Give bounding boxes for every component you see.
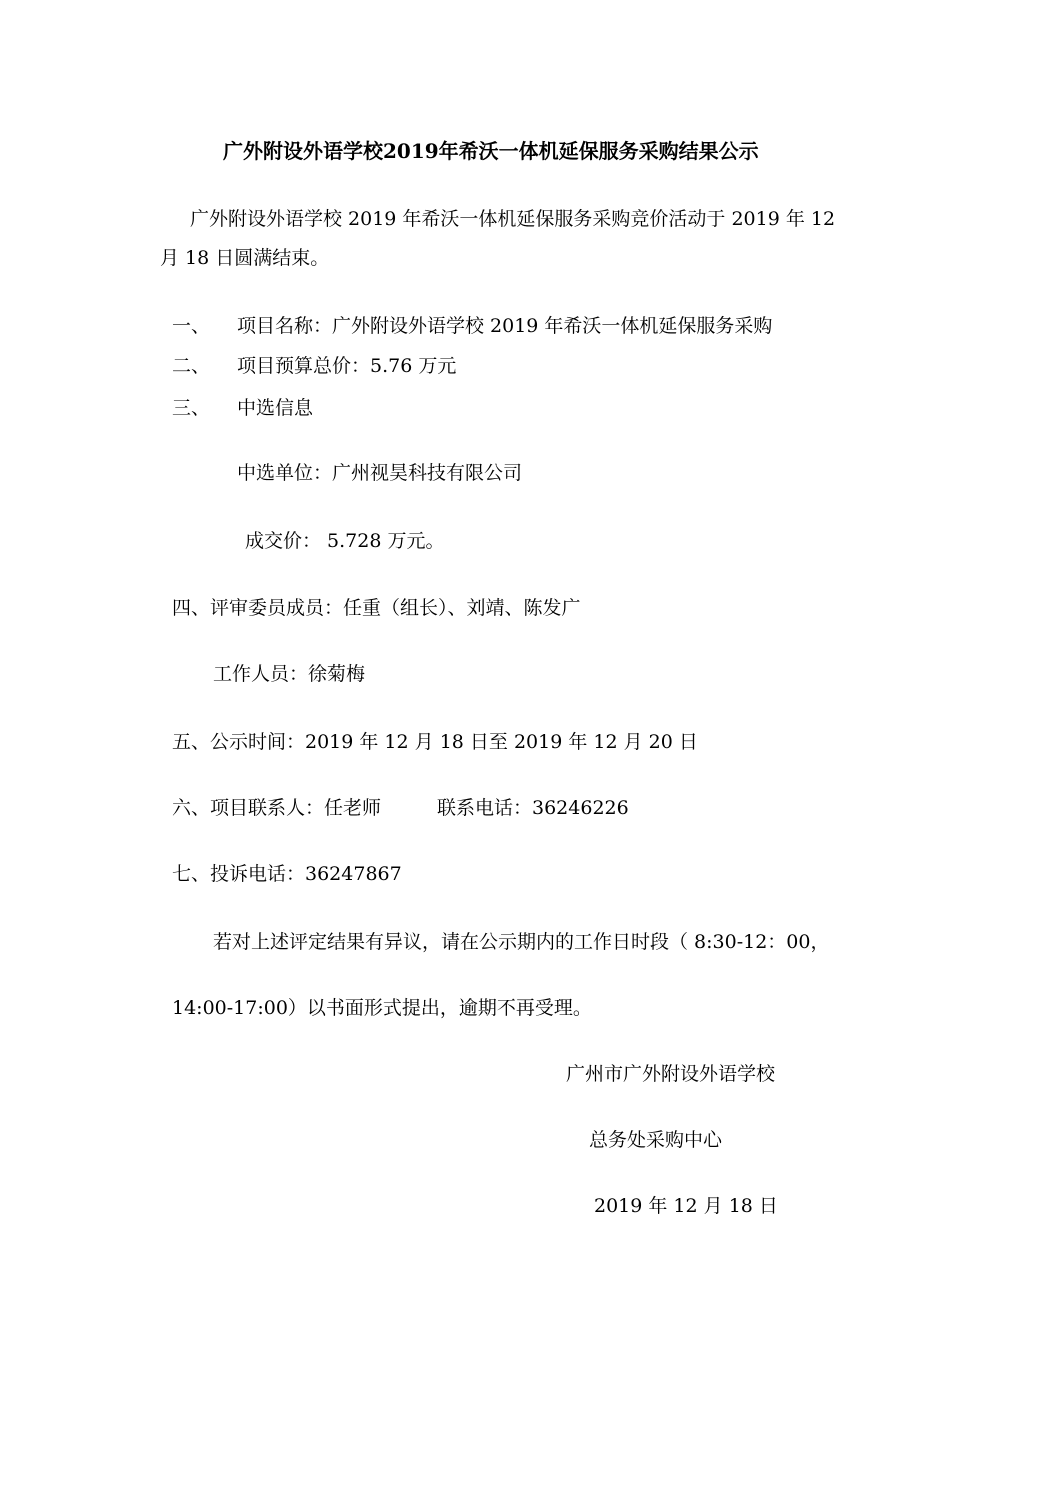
list-item bbox=[172, 354, 456, 378]
signature-school: 广州市广外附设外语学校 bbox=[566, 1063, 776, 1085]
project-name: 项目名称：广外附设外语学校 2019 年希沃一体机延保服务采购 bbox=[237, 315, 773, 337]
publicity-period: 五、公示时间：2019 年 12 月 18 日至 2019 年 12 月 20 日 bbox=[172, 731, 698, 753]
page-title: 广外附设外语学校2019年希沃一体机延保服务采购结果公示 bbox=[223, 139, 759, 163]
list-item-number: 三、 bbox=[172, 397, 211, 419]
objection-text-line-2: 14:00-17:00）以书面形式提出，逾期不再受理。 bbox=[172, 997, 592, 1019]
contact-person: 六、项目联系人：任老师 bbox=[172, 797, 382, 819]
list-item bbox=[172, 396, 313, 420]
signature-date: 2019 年 12 月 18 日 bbox=[594, 1195, 778, 1217]
complaint-phone: 七、投诉电话：36247867 bbox=[172, 863, 402, 885]
list-item bbox=[172, 314, 772, 338]
deal-price: 成交价： 5.728 万元。 bbox=[245, 530, 445, 552]
intro-text-line-1: 广外附设外语学校 2019 年希沃一体机延保服务采购竞价活动于 2019 年 12 bbox=[190, 208, 836, 230]
signature-department: 总务处采购中心 bbox=[589, 1129, 723, 1151]
selection-info-heading: 中选信息 bbox=[237, 397, 314, 419]
staff-members: 工作人员：徐菊梅 bbox=[213, 663, 366, 685]
list-item-number: 二、 bbox=[172, 355, 211, 377]
committee-members: 四、评审委员成员：任重（组长）、刘靖、陈发广 bbox=[172, 597, 581, 619]
objection-text-line-1: 若对上述评定结果有异议，请在公示期内的工作日时段（ 8:30-12：00， bbox=[213, 931, 830, 953]
list-item-number: 一、 bbox=[172, 315, 211, 337]
project-budget: 项目预算总价：5.76 万元 bbox=[237, 355, 457, 377]
winning-company: 中选单位：广州视昊科技有限公司 bbox=[237, 462, 523, 484]
intro-text-line-2: 月 18 日圆满结束。 bbox=[160, 247, 330, 269]
contact-phone: 联系电话：36246226 bbox=[437, 797, 629, 819]
